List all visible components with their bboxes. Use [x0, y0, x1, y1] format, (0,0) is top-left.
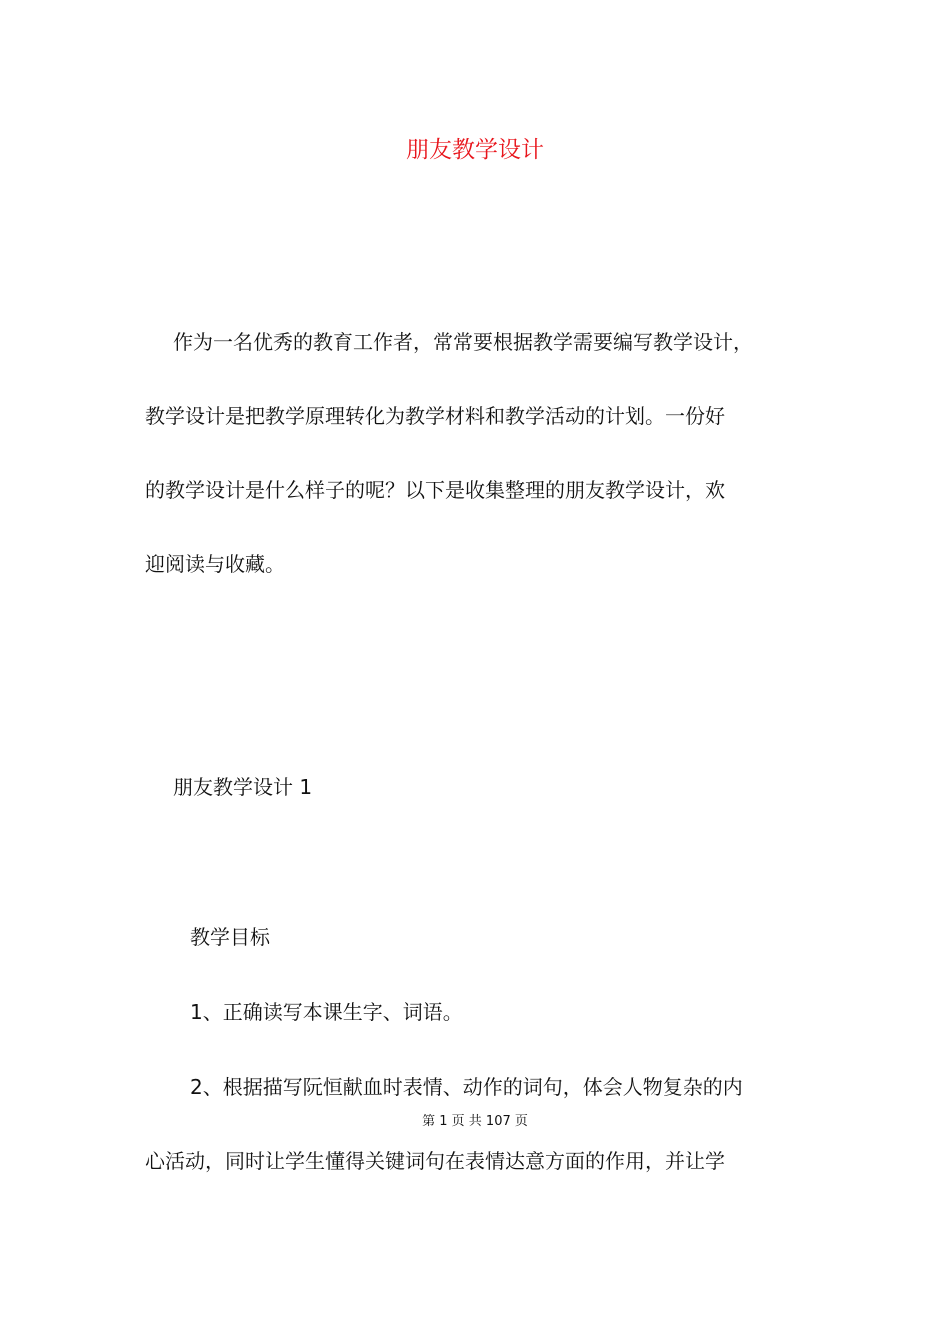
page-number-footer: 第 1 页 共 107 页: [422, 1114, 528, 1129]
intro-line-2: 教学设计是把教学原理转化为教学材料和教学活动的计划。一份好: [145, 404, 725, 428]
document-title: 朋友教学设计: [406, 137, 544, 163]
intro-line-3: 的教学设计是什么样子的呢？以下是收集整理的朋友教学设计，欢: [145, 478, 725, 502]
objective-item-2-line-2: 心活动，同时让学生懂得关键词句在表情达意方面的作用，并让学: [145, 1149, 725, 1173]
objective-item-2-line-1: 2、根据描写阮恒献血时表情、动作的词句，体会人物复杂的内: [190, 1075, 743, 1099]
intro-line-1: 作为一名优秀的教育工作者，常常要根据教学需要编写教学设计，: [173, 330, 753, 354]
objectives-heading: 教学目标: [190, 925, 270, 949]
section-heading: 朋友教学设计 1: [173, 775, 313, 799]
intro-line-4: 迎阅读与收藏。: [145, 552, 285, 576]
objective-item-1: 1、正确读写本课生字、词语。: [190, 1000, 463, 1024]
